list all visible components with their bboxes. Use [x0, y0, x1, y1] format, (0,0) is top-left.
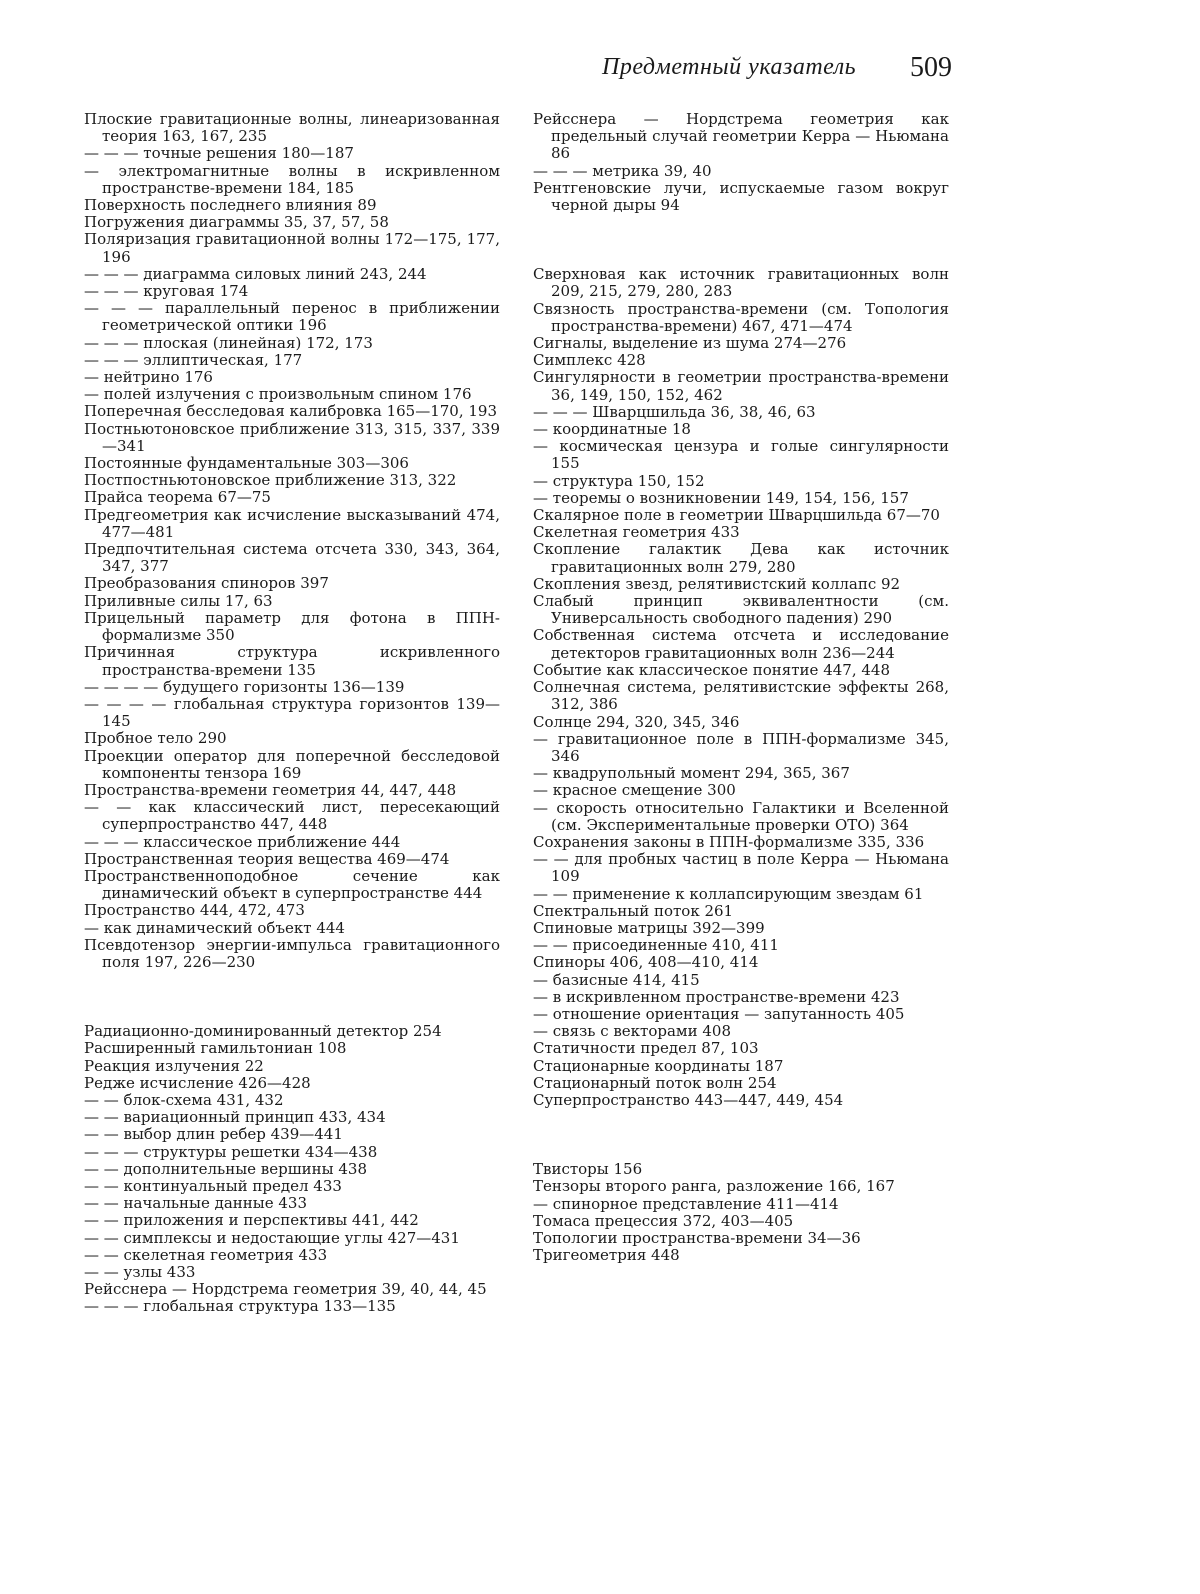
index-entry: Пространственноподобное сечение как динамический объект в суперпространстве 444: [84, 866, 500, 903]
index-entry: Скопление галактик Дева как источник гравитационных волн 279, 280: [533, 540, 949, 576]
index-entry: Спиновые матрицы 392—399: [533, 918, 765, 937]
index-entry: — нейтрино 176: [84, 368, 213, 387]
index-entry: Тензоры второго ранга, разложение 166, 167: [533, 1177, 895, 1196]
index-entry: Топологии пространства-времени 34—36: [533, 1228, 861, 1247]
index-entry: — — — параллельный перенос в приближении геометрической оптики 196: [84, 299, 500, 335]
index-entry: — — начальные данные 433: [84, 1194, 308, 1213]
index-entry: Предпочтительная система отсчета 330, 343, 364, 347, 377: [84, 540, 500, 576]
index-entry: Связность пространства-времени (см. Топология пространства-времени) 467, 471—474: [533, 299, 949, 335]
index-column-right: [533, 111, 949, 1264]
index-entry: — квадрупольный момент 294, 365, 367: [533, 764, 850, 783]
section-gap: [533, 214, 949, 266]
index-entry: — — выбор длин ребер 439—441: [84, 1125, 343, 1144]
index-entry: Сверхновая как источник гравитационных волн 209, 215, 279, 280, 283: [533, 265, 949, 301]
index-entry: — как динамический объект 444: [84, 918, 345, 937]
index-entry: Проекции оператор для поперечной бесследовой компоненты тензора 169: [84, 746, 500, 782]
section-gap: [533, 1109, 949, 1161]
index-entry: — — — диаграмма силовых линий 243, 244: [84, 264, 427, 283]
index-entry: Постоянные фундаментальные 303—306: [84, 454, 409, 473]
index-entry: — электромагнитные волны в искривленном пространстве-времени 184, 185: [84, 161, 500, 197]
index-entry: — — как классический лист, пересекающий суперпространство 447, 448: [84, 798, 500, 834]
index-entry: Скелетная геометрия 433: [533, 523, 740, 542]
index-entry: — — — глобальная структура 133—135: [84, 1297, 396, 1316]
index-entry: Постпостньютоновское приближение 313, 322: [84, 471, 457, 490]
index-entry: Сохранения законы в ППН-формализме 335, 336: [533, 832, 925, 851]
index-entry: — красное смещение 300: [533, 781, 736, 800]
index-entry: — — — точные решения 180—187: [84, 144, 354, 163]
index-entry: — — узлы 433: [84, 1263, 196, 1281]
index-entry: — — — Шварцшильда 36, 38, 46, 63: [533, 402, 816, 421]
index-entry: — гравитационное поле в ППН-формализме 345, 346: [533, 729, 949, 765]
index-entry: — связь с векторами 408: [533, 1022, 731, 1041]
index-entry: — координатные 18: [533, 420, 691, 439]
index-entry: Рентгеновские лучи, испускаемые газом вокруг черной дыры 94: [533, 178, 949, 215]
page-number: 509: [910, 52, 952, 83]
index-entry: Скалярное поле в геометрии Шварцшильда 67—70: [533, 506, 940, 525]
index-entry: Скопления звезд, релятивистский коллапс 92: [533, 574, 901, 593]
index-entry: Пространство 444, 472, 473: [84, 901, 305, 920]
index-entry: Поперечная бесследовая калибровка 165—170, 193: [84, 402, 498, 421]
index-entry: Поверхность последнего влияния 89: [84, 196, 377, 215]
index-entry: — — блок-схема 431, 432: [84, 1090, 284, 1109]
index-entry: Спиноры 406, 408—410, 414: [533, 953, 759, 972]
index-entry: — — приложения и перспективы 441, 442: [84, 1211, 419, 1230]
index-entry: Постньютоновское приближение 313, 315, 337, 339—341: [84, 419, 500, 455]
index-entry: — полей излучения с произвольным спином 176: [84, 385, 472, 404]
index-entry: Стационарный поток волн 254: [533, 1073, 777, 1092]
index-entry: Псевдотензор энергии-импульса гравитационного поля 197, 226—230: [84, 935, 500, 971]
running-header: [596, 52, 952, 88]
index-entry: — — — метрика 39, 40: [533, 161, 712, 180]
index-entry: — — — эллиптическая, 177: [84, 350, 303, 369]
index-entry: Томаса прецессия 372, 403—405: [533, 1211, 794, 1230]
index-entry: — — континуальный предел 433: [84, 1176, 342, 1195]
index-entry: Сингулярности в геометрии пространства-времени 36, 149, 150, 152, 462: [533, 368, 949, 404]
index-entry: — — дополнительные вершины 438: [84, 1159, 368, 1178]
index-entry: Твисторы 156: [533, 1160, 643, 1179]
index-entry: — — симплексы и недостающие углы 427—431: [84, 1228, 460, 1247]
index-entry: Спектральный поток 261: [533, 901, 734, 920]
index-column-left: [84, 111, 500, 1316]
index-entry: Предгеометрия как исчисление высказываний 474, 477—481: [84, 505, 500, 541]
index-entry: — — — плоская (линейная) 172, 173: [84, 333, 373, 352]
index-entry: Пространственная теория вещества 469—474: [84, 849, 450, 868]
section-gap: [84, 971, 500, 1023]
index-entry: — — — круговая 174: [84, 282, 249, 301]
index-entry: Событие как классическое понятие 447, 448: [533, 660, 890, 679]
index-entry: Тригеометрия 448: [533, 1246, 680, 1265]
index-entry: — — — — будущего горизонты 136—139: [84, 677, 405, 696]
index-entry: Слабый принцип эквивалентности (см. Универсальность свободного падения) 290: [533, 592, 949, 628]
index-entry: — — вариационный принцип 433, 434: [84, 1108, 386, 1127]
index-entry: Пространства-времени геометрия 44, 447, 448: [84, 780, 457, 799]
index-entry: Собственная система отсчета и исследование детекторов гравитационных волн 236—244: [533, 626, 949, 662]
index-entry: Причинная структура искривленного пространства-времени 135: [84, 643, 500, 679]
running-title: Предметный указатель: [602, 54, 857, 80]
index-entry: Статичности предел 87, 103: [533, 1039, 759, 1058]
index-entry: — в искривленном пространстве-времени 423: [533, 987, 900, 1006]
index-entry: — базисные 414, 415: [533, 970, 700, 989]
index-entry: — отношение ориентация — запутанность 405: [533, 1004, 905, 1023]
index-entry: — — для пробных частиц в поле Керра — Ньюмана 109: [533, 850, 949, 886]
index-entry: Солнце 294, 320, 345, 346: [533, 712, 740, 731]
index-entry: Приливные силы 17, 63: [84, 591, 273, 610]
index-entry: Рейсснера — Нордстрема геометрия как предельный случай геометрии Керра — Ньюмана 86: [533, 110, 949, 163]
index-entry: — скорость относительно Галактики и Вселенной (см. Экспериментальные проверки ОТО) 364: [533, 798, 949, 834]
index-entry: Прицельный параметр для фотона в ППН-формализме 350: [84, 608, 500, 645]
index-entry: Прайса теорема 67—75: [84, 488, 271, 507]
index-entry: Радиационно-доминированный детектор 254: [84, 1022, 442, 1041]
index-entry: Реакция излучения 22: [84, 1056, 264, 1075]
index-entry: Пробное тело 290: [84, 729, 227, 748]
index-entry: Поляризация гравитационной волны 172—175, 177, 196: [84, 230, 500, 266]
index-entry: — структура 150, 152: [533, 471, 705, 490]
index-entry: Редже исчисление 426—428: [84, 1073, 311, 1092]
index-entry: Солнечная система, релятивистские эффекты 268, 312, 386: [533, 678, 949, 714]
index-entry: Симплекс 428: [533, 351, 646, 370]
index-entry: — — — структуры решетки 434—438: [84, 1142, 378, 1161]
index-entry: — — — — глобальная структура горизонтов 139—145: [84, 694, 500, 731]
index-entry: Плоские гравитационные волны, линеаризованная теория 163, 167, 235: [84, 110, 500, 146]
index-entry: Расширенный гамильтониан 108: [84, 1039, 347, 1058]
index-entry: Суперпространство 443—447, 449, 454: [533, 1090, 844, 1109]
index-entry: — — присоединенные 410, 411: [533, 936, 779, 955]
index-entry: Стационарные координаты 187: [533, 1056, 784, 1075]
index-entry: — теоремы о возникновении 149, 154, 156, 157: [533, 488, 909, 507]
index-entry: — — — классическое приближение 444: [84, 832, 401, 851]
index-entry: Погружения диаграммы 35, 37, 57, 58: [84, 213, 389, 232]
index-entry: Сигналы, выделение из шума 274—276: [533, 334, 847, 353]
index-entry: — — применение к коллапсирующим звездам 61: [533, 884, 924, 903]
index-entry: — — скелетная геометрия 433: [84, 1245, 328, 1264]
index-entry: — космическая цензура и голые сингулярности 155: [533, 437, 949, 473]
index-entry: Преобразования спиноров 397: [84, 574, 329, 593]
index-entry: — спинорное представление 411—414: [533, 1194, 839, 1213]
index-entry: Рейсснера — Нордстрема геометрия 39, 40, 44, 45: [84, 1280, 487, 1299]
